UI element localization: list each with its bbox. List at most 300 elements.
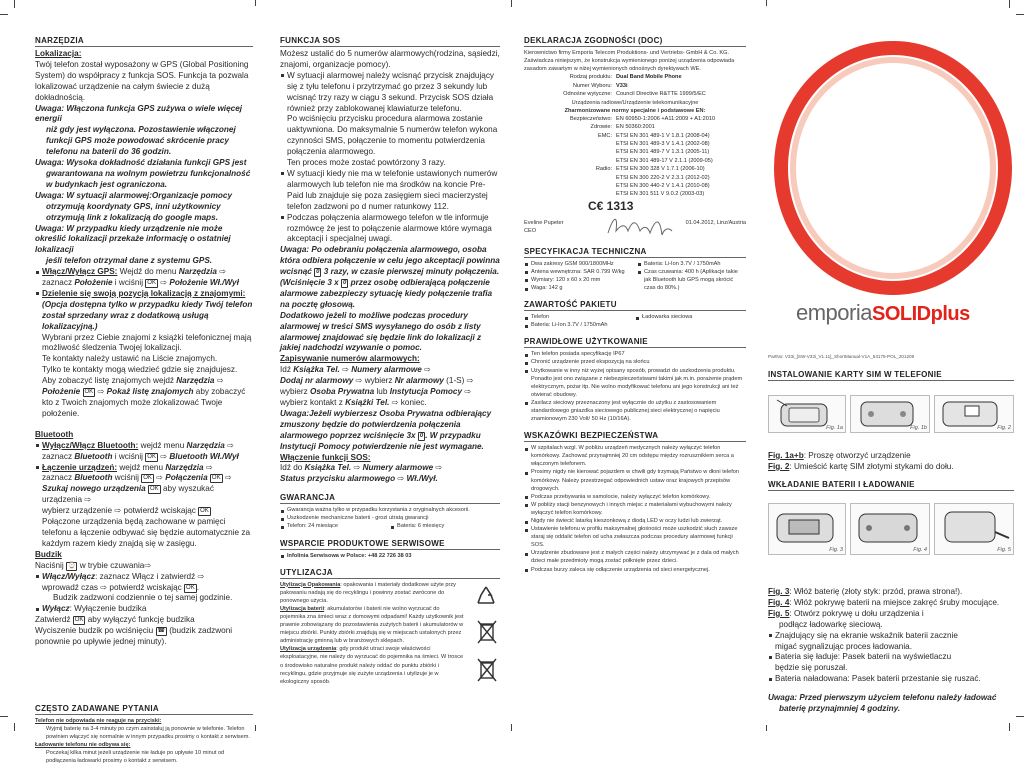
text: wybierz kontakt z — [280, 398, 346, 407]
ok-key-icon: OK — [186, 584, 195, 591]
arrow-icon: ⇨ — [466, 376, 474, 386]
signature-date: 01.04.2012, Linz/Austria — [685, 219, 746, 226]
faq-question: Ładowanie telefonu nie odbywa się: — [35, 742, 131, 749]
sim-step — [768, 451, 1014, 462]
label: Wyłącz/Włącz Bluetooth: — [42, 440, 139, 450]
gps-toggle-instruction — [35, 267, 253, 289]
brand-model: SOLIDplus — [871, 303, 970, 325]
location-heading: Lokalizacja: — [35, 49, 82, 58]
doc-row-value: V33i — [616, 82, 628, 89]
text: aby wyłączyć funkcję budzika — [85, 615, 195, 625]
doc-row-key: Numer Wyboru: — [572, 82, 612, 89]
text: wybierz — [362, 376, 395, 386]
label: Wyłącz — [42, 604, 70, 614]
menu-name: Bluetooth — [74, 473, 113, 483]
spec-item: Wymiary: 120 x 60 x 20 mm — [524, 276, 633, 284]
figure-label: Fig. 5 — [997, 547, 1011, 553]
text: lub — [374, 387, 390, 397]
arrow-icon: ⇨ — [100, 582, 108, 592]
text: (1-S) — [443, 376, 467, 386]
doc-row — [524, 82, 746, 90]
doc-row-value: ETSI EN 300 220-2 V 2.3.1 (2012-02) — [616, 174, 710, 181]
alarm-heading: Budzik — [35, 549, 62, 559]
ce-mark: C€ 1313 — [588, 198, 634, 213]
column-sos — [280, 36, 500, 686]
sim-figures — [768, 383, 1014, 451]
package-item: Telefon — [524, 313, 635, 321]
doc-row — [524, 182, 746, 190]
save-numbers-steps — [280, 365, 500, 409]
spec-item: Waga: 142 g — [524, 284, 633, 292]
ok-key-icon: OK — [143, 475, 152, 482]
text: wciśnij — [112, 473, 142, 483]
doc-radio: Urządzenia radiowe/Urządzenie telekomunikacyjne — [571, 99, 699, 106]
menu-name: Książki Tel. — [345, 398, 390, 407]
sos-bullet — [280, 71, 500, 169]
arrow-icon: ⇨ — [397, 474, 405, 484]
sos-bullet: W sytuacji kiedy nie ma w telefonie ustawionych numerów alarmowych lub telefon nie ma środków na koncie Pre-Paid lub znajduje się poza zasięgiem sieci macierzystej telefon zadzwoni po d numer ratunkowy 112. — [280, 169, 500, 213]
doc-row-key: Bezpieczeństwo: — [570, 115, 612, 122]
warning-emergency — [35, 191, 253, 224]
brand-ring-graphic — [778, 28, 1008, 298]
brand-logo — [796, 300, 970, 326]
arrow-icon: ⇨ — [464, 387, 472, 397]
arrow-icon: ⇨ — [114, 506, 122, 516]
doc-row-value: Council Directive R&TTE 1999/5/EC — [616, 91, 706, 98]
menu-name: Położenie Wł./Wył — [167, 278, 239, 288]
ok-key-icon: OK — [74, 617, 84, 624]
text: Uwaga: Po odebraniu połączenia alarmowego, osoba która odbiera połączenie w celu jego akceptacji powinna wcisnąć — [280, 245, 500, 277]
text: koniec. — [398, 398, 427, 407]
alarm-open — [35, 561, 253, 572]
doc-row-key — [524, 157, 616, 165]
doc-row-value: ETSI EN 301 511 V 9.0.2 (2003-03) — [616, 191, 705, 198]
menu-name: Szukaj nowego urządzenia — [42, 484, 146, 494]
text: w trybie czuwania — [77, 560, 145, 570]
safety-item: Urządzenie zbudowane jest z małych części należy utrzymywać je z dala od małych dzieci małe przedmioty mogą zostać połknięte przez dzieci. — [524, 549, 746, 565]
doc-row — [524, 190, 746, 198]
text: i wciśnij — [112, 451, 146, 461]
text: wprowadź czas — [42, 582, 101, 592]
fold-mark — [255, 0, 256, 6]
ok-key-icon: OK — [150, 486, 159, 493]
warranty-periods — [280, 522, 500, 530]
text: zaznacz — [42, 473, 75, 483]
arrow-icon: ⇨ — [197, 571, 205, 581]
menu-name: Numery alarmowe — [348, 365, 422, 375]
doc-row-key — [524, 182, 616, 190]
text: będzie się poruszał. — [775, 663, 848, 673]
text: : gdy produkt utraci swoje właściwości eksploatacyjne, nie należy do wyrzucać do pojemnika na śmieci. W trosce o środowisko naturalne produkt należy oddać do punktu zbiórki i recyklingu, gdzie przyjmuje się zużyte urządzenia i utylizuje je w ekologiczny sposób. — [280, 646, 464, 685]
battery-note: Bateria naładowana: Pasek baterii przestanie się ruszać. — [768, 674, 1014, 685]
text: : zaznacz Włącz i zatwierdź — [95, 571, 198, 581]
menu-name: Instytucja Pomocy — [389, 387, 463, 397]
text: Idź do — [280, 463, 305, 473]
text: potwierdź wciskając — [107, 582, 185, 592]
label: Utylizacja Opakowania — [280, 581, 341, 588]
safety-item: Nigdy nie świecić latarką kieszonkową z diodą LED w oczy ludzi lub zwierząt. — [524, 517, 746, 525]
text: : opakowania i materiały dodatkowe użyte przy pakowaniu nadają się do recyklingu i powinny zostać zwrócone do ponownego użycia. — [280, 581, 456, 604]
doc-row-key: Rodzaj produktu: — [569, 74, 612, 81]
doc-row — [524, 115, 746, 123]
text: (budzik zadzwoni ponownie po upływie jednej minuty). — [35, 626, 233, 647]
figure-2 — [934, 395, 1014, 433]
text: . W przypadku Instytucji Pomocy potwierdzenie nie jest wymagane. — [280, 430, 484, 451]
ok-key-icon: OK — [147, 453, 156, 460]
text: Te kontakty należy ustawić na Liście znajomych. — [42, 354, 218, 364]
text: potwierdź wciskając — [121, 506, 199, 516]
section-title-warranty: GWARANCJA — [280, 493, 500, 504]
doc-row-value: ETSI EN 301 489-7 V 1.3.1 (2005-11) — [616, 149, 710, 156]
figure-label: Fig. 2 — [997, 425, 1011, 431]
figure-1b — [850, 395, 930, 433]
text: : Włóż pokrywę baterii na miejsce zakręć śruby mocujące. — [789, 597, 1000, 607]
zero-key-icon: 0 — [316, 269, 320, 276]
menu-name: Położenie — [42, 387, 81, 397]
text: wejdź menu — [117, 462, 166, 472]
package-list — [524, 313, 746, 329]
warning-text: Uwaga: W przypadku kiedy urządzenie nie może określić lokalizacji przekaże informację o ostatniej lokalizacji — [35, 223, 231, 255]
signature-image — [604, 213, 674, 241]
text: zaznacz — [42, 278, 75, 288]
arrow-icon: ⇨ — [227, 440, 234, 450]
figure-5 — [934, 503, 1014, 555]
share-location-label: Dzielenie się swoją pozycją lokalizacją z znajomymi: — [42, 288, 246, 298]
label: Utylizacja baterii — [280, 605, 325, 612]
text: Budzik zadzwoni codziennie o tej samej godzinie. — [53, 593, 233, 603]
text: Po wciśnięciu przycisku procedura alarmowa zostanie uaktywniona. Do maksymalnie 5 numerów telefon wykona czynności SMS, połączenie to momentu potwierdzenia połączenia alarmowego. — [287, 114, 498, 157]
arrow-icon: ⇨ — [97, 387, 105, 397]
arrow-icon: ⇨ — [160, 451, 168, 461]
share-location-section — [35, 289, 253, 420]
doc-row-value: Dual Band Mobile Phone — [616, 74, 682, 81]
arrow-icon: ⇨ — [84, 495, 92, 505]
text: baterię przynajmniej 4 godziny. — [779, 704, 901, 714]
label: Włącz/Wyłącz — [42, 571, 96, 581]
text: Aby zobaczyć listę znajomych wejdź — [42, 376, 177, 386]
battery-figures — [768, 493, 1014, 573]
usage-item: Zasilacz sieciowy przeznaczony jest wyłącznie do użytku z zastosowaniem standardowego gniazdka sieciowego publicznej sieci elektrycznej o napięciu znamionowym 230 Volt/ 50 Hz (10/16A). — [524, 399, 746, 423]
doc-row-key — [524, 148, 616, 156]
safety-list — [524, 444, 746, 574]
arrow-icon: ⇨ — [224, 473, 232, 483]
arrow-icon: ⇨ — [205, 462, 213, 472]
doc-intro: Kierownictwo firmy Emporia Telecom Produktions- und Vertriebs- GmbH & Co. KG. Zaświadcza niniejszym, że konstrukcja wymienionego poniżej urządzenia odpowiada zasadom zawartym w niżej wymienionych odnośnych dyrektywach WE. — [524, 50, 735, 73]
doc-row-value: ETSI EN 301 489-17 V 2.1.1 (2009-05) — [616, 157, 713, 164]
menu-name: Narzędzia — [176, 376, 215, 386]
recycle-icon — [474, 585, 498, 607]
arrow-icon: ⇨ — [353, 463, 361, 473]
text: i wciśnij — [112, 278, 146, 288]
section-title-package: ZAWARTOŚĆ PAKIETU — [524, 300, 746, 311]
figure-label: Fig. 1a — [826, 425, 843, 431]
ok-key-icon: OK — [211, 475, 221, 482]
crop-mark — [0, 14, 8, 15]
menu-name: Połączenia — [165, 473, 208, 483]
warning-gps-energy — [35, 104, 253, 159]
sos-warning — [280, 245, 500, 310]
column-tools — [35, 36, 253, 766]
text: Naciśnij — [35, 560, 66, 570]
location-text: Twój telefon został wyposażony w GPS (Global Positioning System) do współpracy z funkcja SOS. Funkcja ta pozwala lokalizować urządzenie na całym świecie z dużą dokładnością. — [35, 59, 249, 102]
text: Idź — [280, 365, 294, 375]
hangup-key-icon: ☎ — [157, 628, 165, 635]
label: Łączenie urządzeń: — [42, 462, 118, 472]
menu-name: Status przycisku alarmowego — [280, 474, 396, 484]
fold-mark — [511, 724, 512, 731]
save-numbers-heading: Zapisywanie numerów alarmowych: — [280, 354, 420, 364]
crossed-bin-icon — [476, 657, 498, 683]
section-title-sos: FUNKCJA SOS — [280, 36, 500, 47]
column-cover — [766, 0, 1016, 731]
warning-text: otrzymują koordynaty GPS, inni użytkownicy otrzymują link z lokalizacją do google maps. — [46, 201, 221, 222]
doc-row — [524, 165, 746, 173]
label: Utylizacja urządzenia — [280, 646, 337, 653]
warranty-item: Uszkodzenie mechaniczne baterii - grozi utratą gwarancji — [280, 514, 500, 522]
alarm-key-icon: ⌚ — [67, 562, 76, 569]
text: Wybrani przez Ciebie znajomi z książki telefonicznej mają możliwość śledzenia Twojej lokalizacji. — [42, 332, 252, 353]
disposal-packaging — [280, 581, 464, 605]
text: : Otwórz pokrywę u dołu urządzenia i — [789, 608, 924, 618]
text: przez osobę odbierającą połączenie alarmowe zabezpieczy sytuację kiedy połączenie trafia na pocztę głosową. — [280, 278, 493, 309]
safety-item: Podczas burzy zaleca się odłączenie urządzenia od sieci energetycznej. — [524, 566, 746, 574]
spec-item: Antena wewnętrzna: SAR 0.799 W/kg — [524, 268, 633, 276]
crop-mark — [1016, 716, 1024, 717]
arrow-icon: ⇨ — [144, 560, 152, 570]
signature-block — [524, 213, 746, 243]
text: : Wyłączenie budzika — [69, 604, 147, 614]
figure-1a — [768, 395, 846, 433]
doc-row-key — [524, 190, 616, 198]
arrow-icon: ⇨ — [355, 376, 363, 386]
menu-name: Nr alarmowy — [394, 376, 444, 386]
menu-name: Narzędzia — [186, 440, 225, 450]
ok-key-icon: OK — [147, 280, 156, 287]
bluetooth-heading: Bluetooth — [35, 429, 74, 439]
share-note: (Opcja dostępna tylko w przypadku kiedy Twój telefon został sprzedany wraz z dodatkową usługą lokalizacyjną.) — [42, 299, 253, 331]
text: W sytuacji alarmowej należy wcisnąć przycisk znajdujący się z tyłu telefonu i przytrzymać go przez 3 sekundy lub wcisnąć trzy razy w ciągu 3 sekund. Przycisk SOS działa również przy zablokowanej klawiaturze telefonu. — [287, 70, 495, 113]
warning-gps-accuracy — [35, 158, 253, 191]
support-hotline: Infolinia Serwisowa w Polsce: +48 22 726 38 03 — [280, 552, 500, 560]
text: (Wciśnięcie 3 x — [280, 278, 341, 288]
zero-key-icon: 0 — [342, 280, 347, 287]
doc-norm-rows — [524, 115, 746, 199]
specs-list — [524, 260, 746, 292]
text: : Włóż baterię (złoty styk: przód, prawa strona!). — [789, 587, 963, 596]
fold-mark — [511, 0, 512, 7]
text: Bateria się ładuje: Pasek baterii na wyświetlaczu — [775, 652, 952, 662]
warning-text: Uwaga: Wysoka dokładność działania funkcji GPS jest — [35, 158, 247, 168]
figure-label: Fig. 4 — [913, 547, 927, 553]
alarm-enable: Włącz/Wyłącz: zaznacz Włącz i zatwierdź ⇨ wprowadź czas ⇨ potwierdź wciskając OK . Budzik zadzwoni codziennie o tej samej godzinie. — [35, 572, 253, 605]
bluetooth-toggle — [35, 441, 253, 463]
doc-row — [524, 174, 746, 182]
disposal-text — [280, 581, 500, 686]
text: : akumulatorów i baterii nie wolno wyrzucać do pojemnika zna śmieci wraz z domowymi odpadami! Każdy użytkownik jest prawnie zobowiązany do pozostawienia zużytych baterii i akumulatorów w miejscu zbiórki. Punkty zbiórki znajdują się w miejscach ustalonych przez administrację gminną lub w branżowych sklepach. — [280, 605, 464, 645]
doc-row — [524, 123, 746, 131]
menu-name: Narzędzia — [165, 462, 204, 472]
text: Ten proces może zostać powtórzony 3 razy. — [287, 158, 446, 168]
crop-mark — [1016, 14, 1024, 15]
warranty-phone: Telefon: 24 miesiące — [280, 522, 390, 530]
menu-name: Pokaż listę znajomych — [104, 387, 194, 397]
faq-question: Telefon nie odpowiada nie reaguje na przyciski: — [35, 717, 162, 724]
safety-item: Prosimy nigdy nie kierować pojazdem w chwili gdy trzymają Państwo w dłoni telefon komórkowy. Należy przestrzegać odpowiednich ustaw oraz krajowych przepisów drogowych. — [524, 468, 746, 492]
arrow-icon: ⇨ — [424, 365, 431, 375]
menu-name: Bluetooth — [74, 451, 113, 461]
warranty-battery: Bateria: 6 miesięcy — [390, 522, 500, 530]
spec-item: Dwa zakresy GSM 900/1800MHz — [524, 260, 633, 268]
save-numbers-warning — [280, 409, 500, 453]
faq-answer: Poczekaj kilka minut jeżeli urządzenie nie ładuje po upływie 10 minut od podłączenia ładowarki prosimy o kontakt z serwisem. — [46, 750, 225, 765]
menu-name: Osoba Prywatna — [310, 387, 375, 397]
doc-row — [524, 148, 746, 156]
battery-section — [768, 480, 1014, 715]
column-declaration — [524, 36, 746, 574]
arrow-icon: ⇨ — [219, 267, 227, 277]
disposal-battery — [280, 605, 464, 645]
crop-mark — [0, 716, 8, 717]
brand-emporia: emporia — [796, 300, 872, 325]
alarm-confirm — [35, 615, 253, 648]
section-title-battery: WKŁADANIE BATERII I ŁADOWANIE — [768, 480, 1014, 491]
zero-key-icon: 0 — [419, 432, 424, 439]
sos-enable-heading: Włączenie funkcji SOS: — [280, 452, 371, 462]
doc-row — [524, 140, 746, 148]
arrow-icon: ⇨ — [391, 398, 399, 407]
usage-item: Chronić urządzenie przed ekspozycją na słońcu — [524, 358, 746, 366]
doc-row-key — [524, 174, 616, 182]
crop-mark — [14, 723, 15, 731]
doc-row-key: Zdrowie: — [590, 124, 612, 131]
battery-warning — [768, 693, 1014, 715]
text: zaznacz — [42, 451, 75, 461]
safety-item: Ustawienie telefonu w profilu maksymalnej głośności może uszkodzić słuch zawsze staraj się oddalić telefon od ucha zwłaszcza podczas procedury alarmowej funkcji SOS. — [524, 525, 746, 549]
text: Wyciszenie budzik po wciśnięciu — [35, 626, 156, 636]
fold-mark — [255, 725, 256, 731]
doc-row-value: ETSI EN 300 440-2 V 1.4.1 (2010-08) — [616, 182, 710, 189]
usage-item: Użytkowanie w inny niż wyżej opisany sposób, prowadzi do uszkodzenia produktu. Ponadto jest ono związane z niebezpieczeństwami takimi jak m.in. porażenie prądem elektrycznym, pożar itp. Nie wolno modyfikować telefonu ani jego konstrukcji ani też otwierać obudowy. — [524, 367, 746, 399]
section-title-usage: PRAWIDŁOWE UŻYTKOWANIE — [524, 337, 746, 348]
doc-norms-heading: Zharmonizowane normy specjalne i podstawowe EN: — [564, 107, 706, 114]
figure-label: Fig. 3 — [829, 547, 843, 553]
arrow-icon: ⇨ — [342, 365, 349, 375]
figure-label: Fig. 1b — [910, 425, 927, 431]
sos-bullet: Podczas połączenia alarmowego telefon w tle informuje rozmówcę że jest to połączenie alarmowe które wymaga akceptacji i specjalnej uwagi. — [280, 213, 500, 246]
battery-step — [768, 598, 1014, 609]
crop-mark — [14, 0, 15, 8]
part-number: PartNo: V33i_[SW-V33i_V1.11]_ShortManual-V1A_54175-POL_201209 — [768, 354, 915, 359]
sos-intro: Możesz ustalić do 5 numerów alarmowych(rodzina, sąsiedzi, znajomi, organizacje pomocy). — [280, 49, 500, 69]
section-title-tools: NARZĘDZIA — [35, 36, 253, 47]
ok-key-icon: OK — [200, 508, 209, 515]
doc-row-value: ETSI EN 301 489-1 V 1.8.1 (2008-04) — [616, 132, 710, 139]
text: Uwaga: Przed pierwszym użyciem telefonu należy ładować — [768, 693, 997, 703]
doc-row — [524, 73, 746, 81]
warning-text: Uwaga: Włączona funkcja GPS zużywa o wiele więcej energii — [35, 103, 243, 124]
text: aby zobaczyć kto z Twoich znajomych może zlokalizować Twoje położenie. — [42, 387, 246, 418]
section-title-sim: INSTALOWANIE KARTY SIM W TELEFONIE — [768, 370, 1014, 381]
spec-item: Bateria: Li-Ion 3.7V / 1750mAh — [637, 260, 746, 268]
figure-ref: Fig. 5 — [768, 608, 790, 618]
figure-ref: Fig. 2 — [768, 461, 790, 471]
text: wybierz — [280, 387, 311, 397]
signer-role: CEO — [524, 227, 537, 234]
text: Połączone urządzenia będą zachowane w pamięci telefonu a łączenie odbywać się będzie automatycznie za każdym razem kiedy znajdą się w zasięgu. — [42, 517, 250, 548]
warning-last-location — [35, 224, 253, 268]
text: Zatwierdź — [35, 615, 73, 625]
text: : Umieścić kartę SIM złotymi stykami do dołu. — [789, 461, 954, 471]
text: Wejdź do menu — [117, 267, 179, 277]
text: 3 razy, w czasie pierwszej minuty połączenia. — [321, 267, 500, 277]
package-item: Ładowarka sieciowa — [635, 313, 746, 321]
menu-name: Narzędzia — [178, 267, 217, 277]
safety-item: W szpitalach wzgl. W pobliżu urządzeń medycznych należy wyłączyć telefon komórkowy. Zachować przynajmniej 20 cm odstępu między rozrusznikiem serca a włączonym telefonem. — [524, 444, 746, 468]
faq-answer: Wyjmij baterię na 3-4 minuty po czym zainstaluj ją ponownie w telefonie. Telefon powinien włączyć się normalnie w innym przypadku prosimy o kontakt z serwisem. — [46, 726, 250, 741]
section-title-disposal: UTYLIZACJA — [280, 568, 500, 579]
text: Uwaga:Jeżeli wybierzesz Osoba Prywatna odbierający zmuszony będzie do potwierdzenia połączenia alarmowego poprzez wciśnięcie 3x — [280, 408, 492, 440]
figure-ref: Fig. 3 — [768, 587, 790, 596]
warning-text: niż gdy jest wyłączona. Pozostawienie włączonej funkcji GPS może powodować skrócenie pracy telefonu na baterii do 36 godzin. — [46, 125, 236, 157]
disposal-device — [280, 645, 464, 685]
figure-ref: Fig. 4 — [768, 597, 790, 607]
spec-item: Czas czuwania: 400 h (Aplikacje takie jak Bluetooth lub GPS mogą skrócić czas do 80%.) — [637, 268, 746, 292]
doc-row-key — [524, 140, 616, 148]
battery-note — [768, 652, 1014, 674]
doc-row-value: EN 60950-1:2006 +A11:2009 + A1:2010 — [616, 115, 716, 122]
doc-row-value: ETSI EN 301 489-3 V 1.4.1 (2002-08) — [616, 140, 710, 147]
signer-name: Eveline Pupeter — [524, 219, 564, 226]
arrow-icon: ⇨ — [156, 473, 164, 483]
menu-name: Położenie — [74, 278, 113, 288]
battery-step — [768, 609, 1014, 631]
alarm-disable — [35, 604, 253, 615]
ok-key-icon: OK — [84, 389, 94, 396]
sim-step — [768, 462, 1014, 473]
text: wybierz urządzenie — [42, 506, 115, 516]
crossed-bin-icon — [476, 619, 498, 645]
safety-item: Podczas przebywania w samolocie, należy wyłączyć telefon komórkowy. — [524, 493, 746, 501]
figure-ref: Fig. 1a+b — [768, 451, 804, 460]
usage-list — [524, 350, 746, 423]
section-title-support: WSPARCIE PRODUKTOWE SERWISOWE — [280, 539, 500, 550]
package-item: Bateria: Li-Ion 3.7V / 1750mAh — [524, 321, 635, 329]
menu-name: Bluetooth Wł./Wył — [167, 451, 239, 461]
text: podłącz ładowarkę sieciową. — [779, 619, 883, 629]
arrow-icon: ⇨ — [216, 376, 224, 386]
menu-name: Wł./Wył. — [404, 474, 438, 484]
text: aby wyszukać urządzenia — [42, 484, 214, 505]
arrow-icon: ⇨ — [160, 278, 168, 288]
battery-step — [768, 587, 1014, 598]
section-title-faq: CZĘSTO ZADAWANE PYTANIA — [35, 704, 253, 715]
figure-4 — [850, 503, 930, 555]
warning-text: jeśli telefon otrzymał dane z systemu GPS. — [46, 256, 213, 266]
usage-item: Ten telefon posiada specyfikację IP67 — [524, 350, 746, 358]
doc-rows — [524, 73, 746, 98]
bluetooth-pairing — [35, 463, 253, 550]
safety-item: W pobliży stacji benzynowych i innych miejsc z materiałami wybuchowymi należy wyłączyć telefon komórkowy. — [524, 501, 746, 517]
doc-row-value: ETSI EN 300 328 V 1.7.1 (2006-10) — [616, 166, 705, 173]
doc-row — [524, 157, 746, 165]
menu-name: Dodaj nr alarmowy — [280, 376, 354, 386]
text: migać sygnalizując proces ładowania. — [775, 641, 912, 651]
gps-toggle-label: Włącz/Wyłącz GPS: — [42, 267, 118, 277]
sos-enable-steps — [280, 463, 500, 485]
doc-row-value: EN 50360:2001 — [616, 124, 655, 131]
text: wejdź menu — [138, 440, 187, 450]
sos-warning-sms: Dodatkowo jeżeli to możliwe podczas procedury alarmowej w treści SMS wysyłanego do osób z listy alarmowej znajdować się będzie link do lokalizacji z jakiej nadchodzi wzywanie o pomoc. — [280, 310, 482, 353]
